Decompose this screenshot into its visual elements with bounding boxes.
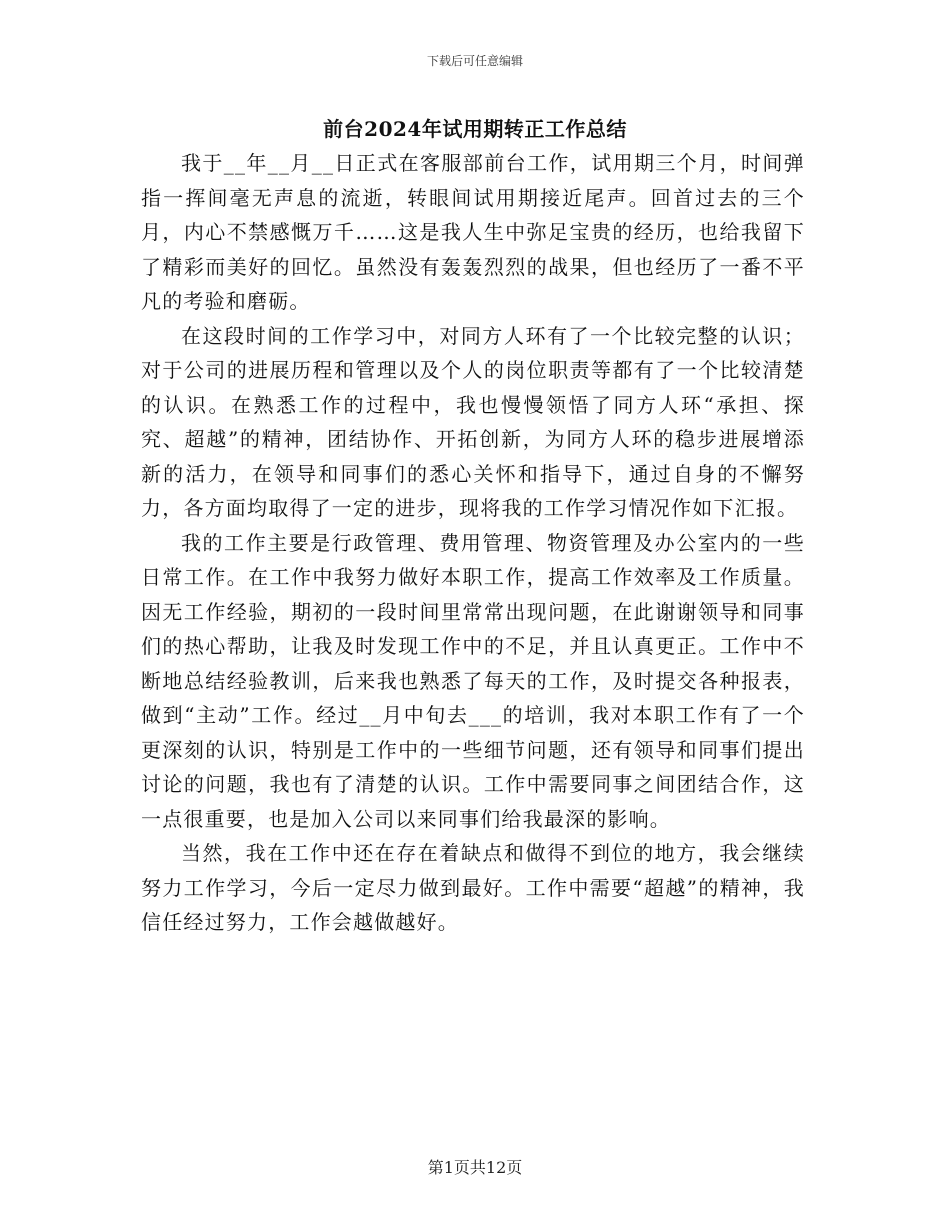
paragraph-2: 在这段时间的工作学习中，对同方人环有了一个比较完整的认识；对于公司的进展历程和管理以及个人的岗位职责等都有了一个比较清楚的认识。在熟悉工作的过程中，我也慢慢领悟了同方人环“承担、探究、超越”的精神，团结协作、开拓创新，为同方人环的稳步进展增添新的活力，在领导和同事们的悉心关怀和指导下，通过自身的不懈努力，各方面均取得了一定的进步，现将我的工作学习情况作如下汇报。 bbox=[141, 323, 805, 520]
document-title: 前台2024年试用期转正工作总结 bbox=[323, 117, 627, 141]
paragraph-1: 我于__年__月__日正式在客服部前台工作，试用期三个月，时间弹指一挥间毫无声息的流逝，转眼间试用期接近尾声。回首过去的三个月，内心不禁感慨万千……这是我人生中弥足宝贵的经历，也给我留下了精彩而美好的回忆。虽然没有轰轰烈烈的战果，但也经历了一番不平凡的考验和磨砺。 bbox=[141, 151, 805, 313]
paragraph-3: 我的工作主要是行政管理、费用管理、物资管理及办公室内的一些日常工作。在工作中我努力做好本职工作，提高工作效率及工作质量。因无工作经验，期初的一段时间里常常出现问题，在此谢谢领导和同事们的热心帮助，让我及时发现工作中的不足，并且认真更正。工作中不断地总结经验教训，后来我也熟悉了每天的工作，及时提交各种报表，做到“主动”工作。经过__月中旬去___的培训，我对本职工作有了一个更深刻的认识，特别是工作中的一些细节问题，还有领导和同事们提出讨论的问题，我也有了清楚的认识。工作中需要同事之间团结合作，这一点很重要，也是加入公司以来同事们给我最深的影响。 bbox=[141, 530, 805, 831]
paragraph-4: 当然，我在工作中还在存在着缺点和做得不到位的地方，我会继续努力工作学习，今后一定尽力做到最好。工作中需要“超越”的精神，我信任经过努力，工作会越做越好。 bbox=[141, 841, 805, 934]
page-number: 第1页共12页 bbox=[427, 1158, 523, 1177]
document-body bbox=[141, 146, 805, 940]
header-note: 下载后可任意编辑 bbox=[426, 54, 523, 68]
